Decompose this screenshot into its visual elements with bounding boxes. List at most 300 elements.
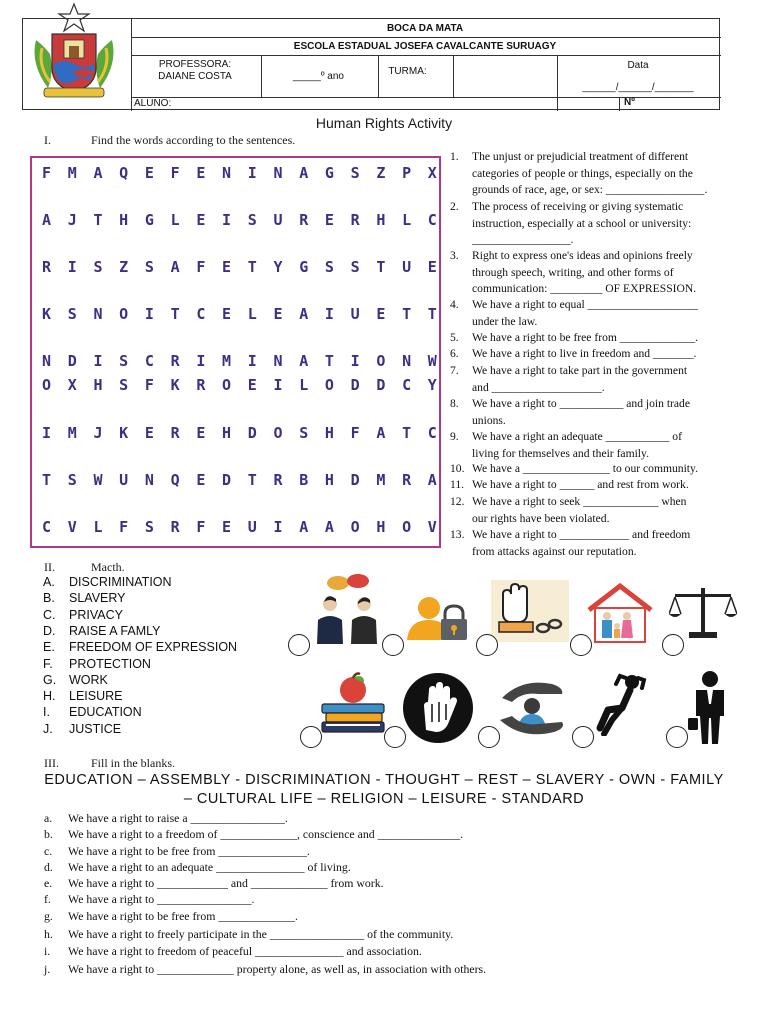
fill-text: We have a right to a freedom of _____________, conscience and ______________. bbox=[68, 827, 464, 841]
word-search-letter[interactable]: O bbox=[119, 305, 129, 323]
word-search-letter[interactable]: E bbox=[222, 518, 232, 536]
question-text-line: We have a right to take part in the government bbox=[472, 364, 688, 377]
word-search-letter[interactable]: E bbox=[222, 258, 232, 276]
word-search-letter[interactable]: R bbox=[170, 352, 180, 370]
scales-of-justice-icon bbox=[669, 584, 737, 640]
question-item bbox=[450, 297, 750, 330]
question-item bbox=[450, 477, 750, 494]
word-search-letter[interactable]: T bbox=[247, 471, 257, 489]
word-search-letter[interactable]: D bbox=[222, 471, 232, 489]
fill-item[interactable] bbox=[44, 876, 384, 891]
answer-circle[interactable] bbox=[478, 726, 500, 748]
question-text-line: We have a right to live in freedom and _______. bbox=[472, 347, 697, 360]
word-search-letter[interactable]: V bbox=[427, 518, 437, 536]
word-search-letter[interactable]: F bbox=[144, 376, 154, 394]
word-search-row bbox=[42, 471, 437, 489]
fill-letter: b. bbox=[44, 827, 53, 841]
fill-item[interactable] bbox=[44, 909, 298, 924]
word-search-letter[interactable]: H bbox=[376, 518, 386, 536]
question-text-line: We have a right to be free from _____________. bbox=[472, 331, 699, 344]
match-text: WORK bbox=[69, 672, 108, 687]
word-search-letter[interactable]: Z bbox=[119, 258, 129, 276]
word-search-letter[interactable]: L bbox=[402, 211, 412, 229]
word-search-letter[interactable]: X bbox=[427, 164, 437, 182]
word-search-letter[interactable]: O bbox=[402, 518, 412, 536]
word-search-row bbox=[42, 424, 437, 442]
word-search-letter[interactable]: S bbox=[350, 258, 360, 276]
question-number: 5. bbox=[450, 331, 459, 344]
word-search-letter[interactable]: I bbox=[247, 352, 257, 370]
match-text: EDUCATION bbox=[69, 705, 142, 720]
question-item bbox=[450, 527, 750, 560]
match-text: SLAVERY bbox=[69, 591, 126, 606]
word-search-letter[interactable]: A bbox=[93, 164, 103, 182]
word-search-letter[interactable]: U bbox=[402, 258, 412, 276]
fill-text: We have a right to be free from _______________. bbox=[68, 844, 310, 858]
word-search-letter[interactable]: R bbox=[402, 471, 412, 489]
word-search-letter[interactable]: C bbox=[42, 518, 52, 536]
word-search-letter[interactable]: K bbox=[119, 424, 129, 442]
word-search-letter[interactable]: E bbox=[196, 424, 206, 442]
fill-item[interactable] bbox=[44, 944, 422, 959]
fill-text: We have a right to ________________. bbox=[68, 892, 255, 906]
question-number: 3. bbox=[450, 249, 459, 262]
word-search-letter[interactable]: E bbox=[196, 471, 206, 489]
question-number: 12. bbox=[450, 495, 465, 508]
match-letter: E. bbox=[43, 640, 55, 655]
word-search-letter[interactable]: O bbox=[273, 424, 283, 442]
fill-letter: e. bbox=[44, 876, 53, 890]
word-search-letter[interactable]: E bbox=[427, 258, 437, 276]
answer-circle[interactable] bbox=[384, 726, 406, 748]
fill-item[interactable] bbox=[44, 962, 486, 977]
word-search-letter[interactable]: R bbox=[196, 376, 206, 394]
question-text-line: from attacks against our reputation. bbox=[472, 544, 637, 558]
word-search-letter[interactable]: C bbox=[196, 305, 206, 323]
word-search-letter[interactable]: F bbox=[119, 518, 129, 536]
match-item bbox=[43, 705, 142, 719]
word-search-letter[interactable]: I bbox=[273, 376, 283, 394]
fill-item[interactable] bbox=[44, 927, 453, 942]
word-search-letter[interactable]: S bbox=[119, 376, 129, 394]
word-search-letter[interactable]: H bbox=[376, 211, 386, 229]
question-number: 9. bbox=[450, 430, 459, 443]
word-search-letter[interactable]: S bbox=[119, 352, 129, 370]
match-text: DISCRIMINATION bbox=[69, 575, 172, 589]
number-label: Nº bbox=[624, 97, 635, 108]
word-search-row bbox=[42, 518, 437, 536]
word-search-letter[interactable]: R bbox=[170, 424, 180, 442]
word-search-letter[interactable]: R bbox=[42, 258, 52, 276]
word-search-letter[interactable]: F bbox=[42, 164, 52, 182]
question-text-line: We have a right to equal ___________________ bbox=[472, 298, 698, 311]
question-text-line: The process of receiving or giving systematic bbox=[472, 200, 684, 213]
fill-text: We have a right to raise a ________________. bbox=[68, 811, 288, 825]
question-item bbox=[450, 396, 750, 429]
word-search-letter[interactable]: O bbox=[42, 376, 52, 394]
question-item bbox=[450, 330, 750, 347]
fill-item[interactable] bbox=[44, 827, 463, 842]
question-text-line: We have a right to ____________ and freedom bbox=[472, 528, 691, 541]
word-search-letter[interactable]: D bbox=[376, 376, 386, 394]
word-search-letter[interactable]: C bbox=[144, 352, 154, 370]
question-text-line: _________________. bbox=[472, 233, 574, 246]
word-search-letter[interactable]: Y bbox=[273, 258, 283, 276]
word-search-letter[interactable]: A bbox=[170, 258, 180, 276]
date-label: Data bbox=[627, 60, 649, 71]
word-search-letter[interactable]: U bbox=[247, 518, 257, 536]
word-search-letter[interactable]: F bbox=[350, 424, 360, 442]
word-search-letter[interactable]: T bbox=[376, 258, 386, 276]
businessman-icon bbox=[686, 670, 730, 744]
word-search-letter[interactable]: O bbox=[222, 376, 232, 394]
answer-circle[interactable] bbox=[570, 634, 592, 656]
word-search-letter[interactable]: P bbox=[402, 164, 412, 182]
word-search-row bbox=[42, 211, 437, 229]
question-text-line: unions. bbox=[472, 413, 506, 427]
question-text-line: We have a right to ______ and rest from work. bbox=[472, 478, 689, 491]
word-search-letter[interactable]: I bbox=[144, 305, 154, 323]
fill-item[interactable] bbox=[44, 811, 288, 826]
word-search-letter[interactable]: R bbox=[170, 518, 180, 536]
fill-item[interactable] bbox=[44, 892, 254, 907]
match-letter: D. bbox=[43, 623, 56, 638]
answer-circle[interactable] bbox=[476, 634, 498, 656]
word-search-letter[interactable]: W bbox=[427, 352, 437, 370]
word-search-letter[interactable]: D bbox=[67, 352, 77, 370]
word-search-letter[interactable]: U bbox=[119, 471, 129, 489]
word-search-letter[interactable]: U bbox=[350, 305, 360, 323]
match-item bbox=[43, 591, 126, 605]
word-search-letter[interactable]: Z bbox=[376, 164, 386, 182]
fill-letter: h. bbox=[44, 927, 53, 941]
word-search-letter[interactable]: M bbox=[376, 471, 386, 489]
word-search-letter[interactable]: N bbox=[273, 352, 283, 370]
word-bank-line-2: – CULTURAL LIFE – RELIGION – LEISURE - STANDARD bbox=[183, 791, 585, 807]
question-text-line: and ___________________. bbox=[472, 380, 605, 394]
match-item bbox=[43, 673, 108, 687]
word-search-letter[interactable]: N bbox=[144, 471, 154, 489]
word-bank-line-1: EDUCATION – ASSEMBLY - DISCRIMINATION - THOUGHT – REST – SLAVERY - OWN - FAMILY bbox=[44, 772, 724, 788]
question-text-line: our rights have been violated. bbox=[472, 511, 610, 525]
word-search-letter[interactable]: T bbox=[42, 471, 52, 489]
word-search-letter[interactable]: A bbox=[376, 424, 386, 442]
fill-item[interactable] bbox=[44, 860, 351, 875]
match-item bbox=[43, 657, 151, 671]
word-search-letter[interactable]: N bbox=[402, 352, 412, 370]
word-search-letter[interactable]: Y bbox=[427, 376, 437, 394]
word-search-letter[interactable]: N bbox=[42, 352, 52, 370]
word-search-letter[interactable]: I bbox=[67, 258, 77, 276]
answer-circle[interactable] bbox=[288, 634, 310, 656]
match-item bbox=[43, 608, 123, 622]
answer-circle[interactable] bbox=[666, 726, 688, 748]
word-search-letter[interactable]: E bbox=[196, 211, 206, 229]
word-search-letter[interactable]: I bbox=[93, 352, 103, 370]
word-search-letter[interactable]: S bbox=[67, 305, 77, 323]
word-search-letter[interactable]: L bbox=[170, 211, 180, 229]
word-search-letter[interactable]: L bbox=[247, 305, 257, 323]
match-item bbox=[43, 624, 160, 638]
word-search-letter[interactable]: X bbox=[67, 376, 77, 394]
word-search-letter[interactable]: O bbox=[350, 518, 360, 536]
word-search-letter[interactable]: S bbox=[247, 211, 257, 229]
word-search-letter[interactable]: Q bbox=[119, 164, 129, 182]
word-search-letter[interactable]: E bbox=[324, 211, 334, 229]
fill-text: We have a right to be free from _____________. bbox=[68, 909, 299, 923]
word-search-letter[interactable]: S bbox=[67, 471, 77, 489]
word-search-letter[interactable]: S bbox=[93, 258, 103, 276]
question-number: 8. bbox=[450, 397, 459, 410]
question-number: 11. bbox=[450, 478, 465, 491]
page-title: Human Rights Activity bbox=[315, 115, 453, 131]
word-search-letter[interactable]: C bbox=[427, 211, 437, 229]
match-text: PROTECTION bbox=[69, 656, 151, 671]
person-with-lock-icon bbox=[405, 596, 471, 642]
word-search-letter[interactable]: T bbox=[402, 424, 412, 442]
match-text: RAISE A FAMLY bbox=[69, 623, 161, 638]
question-text-line: under the law. bbox=[472, 314, 538, 328]
question-item bbox=[450, 248, 750, 298]
word-search-letter[interactable]: M bbox=[222, 352, 232, 370]
word-search-letter[interactable]: F bbox=[196, 518, 206, 536]
word-search-letter[interactable]: R bbox=[350, 211, 360, 229]
word-search-letter[interactable]: I bbox=[42, 424, 52, 442]
books-with-apple-icon bbox=[320, 672, 386, 738]
question-text-line: living for themselves and their family. bbox=[472, 446, 649, 460]
word-search-letter[interactable]: T bbox=[427, 305, 437, 323]
stop-hand-icon bbox=[402, 672, 474, 744]
question-text-line: We have a right to ___________ and join trade bbox=[472, 397, 691, 410]
teacher-name: DAIANE COSTA bbox=[158, 71, 232, 82]
answer-circle[interactable] bbox=[382, 634, 404, 656]
fill-letter: d. bbox=[44, 860, 53, 874]
word-search-letter[interactable]: J bbox=[67, 211, 77, 229]
word-search-letter[interactable]: E bbox=[273, 305, 283, 323]
word-search-letter[interactable]: A bbox=[299, 164, 309, 182]
word-search-letter[interactable]: G bbox=[144, 211, 154, 229]
word-search-letter[interactable]: H bbox=[222, 424, 232, 442]
fill-letter: j. bbox=[44, 962, 51, 976]
word-search-letter[interactable]: M bbox=[67, 424, 77, 442]
match-letter: C. bbox=[43, 607, 56, 622]
word-search-letter[interactable]: H bbox=[119, 211, 129, 229]
word-search-letter[interactable]: J bbox=[93, 424, 103, 442]
word-search-letter[interactable]: E bbox=[376, 305, 386, 323]
match-text: JUSTICE bbox=[69, 721, 122, 736]
word-search-letter[interactable]: A bbox=[427, 471, 437, 489]
word-search-letter[interactable]: T bbox=[170, 305, 180, 323]
word-search-letter[interactable]: H bbox=[324, 471, 334, 489]
question-text-line: communication: _________ OF EXPRESSION. bbox=[472, 282, 697, 295]
match-letter: H. bbox=[43, 689, 56, 704]
question-number: 6. bbox=[450, 347, 459, 360]
word-search-letter[interactable]: W bbox=[93, 471, 103, 489]
answer-circle[interactable] bbox=[662, 634, 684, 656]
word-search-letter[interactable]: S bbox=[144, 258, 154, 276]
match-letter: F. bbox=[43, 656, 53, 671]
word-search-letter[interactable]: D bbox=[247, 424, 257, 442]
fill-text: We have a right to freely participate in the ________________ of the community. bbox=[68, 927, 454, 941]
word-search-letter[interactable]: K bbox=[42, 305, 52, 323]
match-text: LEISURE bbox=[69, 689, 123, 704]
fill-letter: f. bbox=[44, 892, 51, 906]
question-text-line: We have a _______________ to our community. bbox=[472, 462, 698, 475]
word-search-letter[interactable]: V bbox=[67, 518, 77, 536]
question-number: 1. bbox=[450, 150, 459, 163]
question-item bbox=[450, 363, 750, 396]
match-letter: I. bbox=[43, 705, 50, 720]
question-item bbox=[450, 346, 750, 363]
word-search-letter[interactable]: U bbox=[273, 211, 283, 229]
word-search-letter[interactable]: S bbox=[299, 424, 309, 442]
city-name: BOCA DA MATA bbox=[386, 23, 464, 34]
section-1-number: I. bbox=[44, 133, 51, 147]
school-name: ESCOLA ESTADUAL JOSEFA CAVALCANTE SURUAGY bbox=[293, 41, 557, 52]
word-search-letter[interactable]: K bbox=[170, 376, 180, 394]
date-field[interactable]: ______/______/_______ bbox=[582, 82, 694, 93]
word-search-letter[interactable]: H bbox=[324, 424, 334, 442]
match-item bbox=[43, 640, 237, 654]
question-item bbox=[450, 494, 750, 527]
word-search-row bbox=[42, 352, 437, 370]
question-text-line: We have a right an adequate ___________ of bbox=[472, 430, 682, 443]
word-search-letter[interactable]: I bbox=[350, 352, 360, 370]
match-item bbox=[43, 722, 121, 736]
word-search-letter[interactable]: D bbox=[350, 471, 360, 489]
word-search-letter[interactable]: T bbox=[324, 352, 334, 370]
word-search-letter[interactable]: S bbox=[144, 518, 154, 536]
answer-circle[interactable] bbox=[572, 726, 594, 748]
word-search-letter[interactable]: O bbox=[376, 352, 386, 370]
word-search-letter[interactable]: A bbox=[299, 518, 309, 536]
word-search-letter[interactable]: Q bbox=[170, 471, 180, 489]
word-search-letter[interactable]: B bbox=[299, 471, 309, 489]
question-number: 4. bbox=[450, 298, 459, 311]
word-search-letter[interactable]: C bbox=[402, 376, 412, 394]
word-search-letter[interactable]: H bbox=[93, 376, 103, 394]
question-text-line: through speech, writing, and other forms of bbox=[472, 265, 674, 279]
word-search-row bbox=[42, 258, 437, 276]
word-search-letter[interactable]: E bbox=[144, 424, 154, 442]
question-item bbox=[450, 429, 750, 462]
relaxing-person-icon bbox=[592, 672, 650, 736]
word-search-letter[interactable]: I bbox=[273, 518, 283, 536]
word-search-letter[interactable]: T bbox=[93, 211, 103, 229]
question-text-line: instruction, especially at a school or university: bbox=[472, 216, 692, 230]
fill-letter: a. bbox=[44, 811, 53, 825]
word-search-letter[interactable]: N bbox=[273, 164, 283, 182]
word-search-letter[interactable]: O bbox=[324, 376, 334, 394]
word-search-row bbox=[42, 164, 437, 182]
fill-letter: g. bbox=[44, 909, 53, 923]
question-number: 13. bbox=[450, 528, 465, 541]
match-letter: A. bbox=[43, 575, 55, 589]
word-search-letter[interactable]: A bbox=[324, 518, 334, 536]
question-text-line: We have a right to seek _____________ when bbox=[472, 495, 687, 508]
question-text-line: grounds of race, age, or sex: _________________. bbox=[472, 183, 708, 196]
section-2-number: II. bbox=[44, 560, 55, 574]
word-search-letter[interactable]: I bbox=[222, 211, 232, 229]
question-item bbox=[450, 149, 750, 199]
word-search-letter[interactable]: T bbox=[247, 258, 257, 276]
word-search-letter[interactable]: S bbox=[350, 164, 360, 182]
word-search-letter[interactable]: N bbox=[93, 305, 103, 323]
word-search-letter[interactable]: N bbox=[222, 164, 232, 182]
match-text: PRIVACY bbox=[69, 607, 123, 622]
word-search-letter[interactable]: E bbox=[196, 164, 206, 182]
word-search-letter[interactable]: F bbox=[170, 164, 180, 182]
word-search-letter[interactable]: E bbox=[247, 376, 257, 394]
answer-circle[interactable] bbox=[300, 726, 322, 748]
teacher-label: PROFESSORA: bbox=[158, 59, 232, 70]
question-number: 7. bbox=[450, 364, 459, 377]
word-search-letter[interactable]: D bbox=[350, 376, 360, 394]
broken-chain-hand-icon bbox=[491, 580, 569, 642]
word-search-letter[interactable]: G bbox=[324, 164, 334, 182]
protecting-hands-icon bbox=[492, 676, 570, 740]
word-search-letter[interactable]: I bbox=[247, 164, 257, 182]
section-3-instruction: Fill in the blanks. bbox=[91, 756, 175, 770]
family-house-icon bbox=[585, 582, 655, 646]
word-search-letter[interactable]: T bbox=[402, 305, 412, 323]
fill-text: We have a right to ____________ and _____________ from work. bbox=[68, 876, 384, 890]
word-search-letter[interactable]: L bbox=[93, 518, 103, 536]
fill-text: We have a right to freedom of peaceful _______________ and association. bbox=[68, 944, 422, 958]
question-number: 2. bbox=[450, 200, 459, 213]
word-search-letter[interactable]: R bbox=[273, 471, 283, 489]
word-search-letter[interactable]: L bbox=[299, 376, 309, 394]
word-search-letter[interactable]: E bbox=[144, 164, 154, 182]
word-search-letter[interactable]: M bbox=[67, 164, 77, 182]
section-2-instruction: Macth. bbox=[91, 560, 125, 574]
word-search-letter[interactable]: A bbox=[299, 305, 309, 323]
word-search-row bbox=[42, 376, 437, 394]
question-text-line: categories of people or things, especially on the bbox=[472, 166, 693, 180]
match-letter: J. bbox=[43, 721, 53, 736]
fill-text: We have a right to _____________ property alone, as well as, in association with others. bbox=[68, 962, 487, 976]
question-number: 10. bbox=[450, 462, 465, 475]
class-label: TURMA: bbox=[388, 66, 427, 77]
fill-letter: c. bbox=[44, 844, 53, 858]
match-item bbox=[43, 689, 123, 703]
word-search-letter[interactable]: R bbox=[299, 211, 309, 229]
match-text: FREEDOM OF EXPRESSION bbox=[69, 640, 238, 655]
word-search-letter[interactable]: A bbox=[299, 352, 309, 370]
word-search-letter[interactable]: A bbox=[42, 211, 52, 229]
word-search-letter[interactable]: I bbox=[196, 352, 206, 370]
match-letter: B. bbox=[43, 591, 55, 606]
question-text-line: Right to express one's ideas and opinions freely bbox=[472, 249, 693, 262]
fill-letter: i. bbox=[44, 944, 51, 958]
question-item bbox=[450, 461, 750, 478]
word-search-row bbox=[42, 305, 437, 323]
question-item bbox=[450, 199, 750, 249]
match-letter: G. bbox=[43, 672, 57, 687]
section-3-number: III. bbox=[44, 756, 59, 770]
word-search-letter[interactable]: C bbox=[427, 424, 437, 442]
word-search-letter[interactable]: G bbox=[299, 258, 309, 276]
word-search-letter[interactable]: I bbox=[324, 305, 334, 323]
section-1-instruction: Find the words according to the sentences. bbox=[91, 133, 296, 147]
question-text-line: The unjust or prejudicial treatment of different bbox=[472, 150, 689, 163]
word-search-letter[interactable]: E bbox=[222, 305, 232, 323]
student-label: ALUNO: bbox=[134, 98, 172, 109]
grade-field[interactable]: _____º ano bbox=[293, 71, 344, 82]
word-search-letter[interactable]: S bbox=[324, 258, 334, 276]
fill-item[interactable] bbox=[44, 844, 310, 859]
word-search-letter[interactable]: F bbox=[196, 258, 206, 276]
